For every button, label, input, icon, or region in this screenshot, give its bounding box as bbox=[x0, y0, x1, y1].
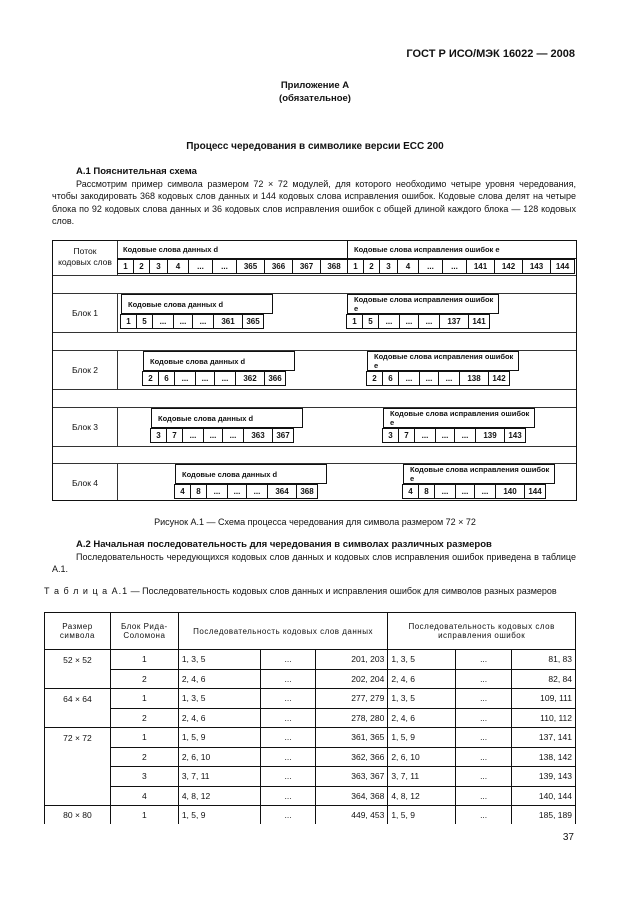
table-cell: 361, 365 bbox=[316, 728, 388, 748]
block-data-cell: ... bbox=[246, 484, 268, 499]
block-data-cell: 363 bbox=[243, 428, 273, 443]
table-cell: ... bbox=[456, 708, 512, 728]
block-ecc-cell: 3 bbox=[382, 428, 399, 443]
block-data-header: Кодовые слова данных d bbox=[175, 464, 327, 484]
table-cell bbox=[45, 747, 111, 767]
table-cell: 2, 4, 6 bbox=[178, 708, 260, 728]
block-data-cell: 8 bbox=[190, 484, 207, 499]
table-cell: 139, 143 bbox=[512, 767, 576, 787]
table-cell: 362, 366 bbox=[316, 747, 388, 767]
table-cell bbox=[45, 669, 111, 689]
table-cell: ... bbox=[456, 786, 512, 806]
table-cell: 2 bbox=[110, 747, 178, 767]
block-ecc-cell: ... bbox=[419, 371, 439, 386]
table-caption bbox=[44, 585, 576, 597]
stream-data-cell: 365 bbox=[236, 259, 265, 274]
table-row bbox=[45, 689, 576, 709]
a1-heading: А.1 Пояснительная схема bbox=[76, 166, 197, 177]
stream-ecc-cell: ... bbox=[418, 259, 443, 274]
table-cell: 3 bbox=[110, 767, 178, 787]
block-ecc-cell: ... bbox=[435, 428, 455, 443]
block-ecc-cell: 1 bbox=[346, 314, 363, 329]
stream-ecc-cell: 2 bbox=[363, 259, 380, 274]
block-data-cell: ... bbox=[173, 314, 193, 329]
table-cell: ... bbox=[456, 669, 512, 689]
table-cell bbox=[45, 708, 111, 728]
block-data-cells bbox=[175, 484, 318, 499]
block-data-cell: ... bbox=[174, 371, 196, 386]
table-cell: 4 bbox=[110, 786, 178, 806]
stream-ecc-cell: 1 bbox=[347, 259, 364, 274]
stream-ecc-cell: 143 bbox=[522, 259, 551, 274]
block-data-cell: 366 bbox=[264, 371, 286, 386]
interleaving-scheme bbox=[52, 240, 577, 501]
table-cell: 1 bbox=[110, 806, 178, 825]
stream-ecc-cell: 141 bbox=[466, 259, 495, 274]
table-cell: 363, 367 bbox=[316, 767, 388, 787]
block-data-cell: 361 bbox=[213, 314, 243, 329]
table-cell: 52 × 52 bbox=[45, 650, 111, 670]
table-cell: 2 bbox=[110, 669, 178, 689]
stream-ecc-cell: 3 bbox=[379, 259, 398, 274]
block-ecc-cells bbox=[347, 314, 490, 329]
block-data-header: Кодовые слова данных d bbox=[143, 351, 295, 371]
table-cell: 81, 83 bbox=[512, 650, 576, 670]
block-ecc-cell: 4 bbox=[402, 484, 419, 499]
table-cell: 64 × 64 bbox=[45, 689, 111, 709]
table-cell: ... bbox=[260, 747, 316, 767]
a2-text: Последовательность чередующихся кодовых слов данных и кодовых слов исправления ошибок приведена в таблице А.1. bbox=[52, 552, 576, 575]
table-cell: ... bbox=[456, 728, 512, 748]
table-cell: 1 bbox=[110, 650, 178, 670]
block-data-cell: 4 bbox=[174, 484, 191, 499]
block-ecc-cells bbox=[403, 484, 546, 499]
table-cell: 2, 6, 10 bbox=[178, 747, 260, 767]
table-cell: 3, 7, 11 bbox=[178, 767, 260, 787]
table-cell: 110, 112 bbox=[512, 708, 576, 728]
section-title: Процесс чередования в символике версии ЕСС 200 bbox=[186, 141, 444, 152]
a1-paragraph bbox=[52, 178, 576, 227]
block-data-header: Кодовые слова данных d bbox=[151, 408, 303, 428]
block-data-cell: 5 bbox=[136, 314, 153, 329]
table-cell: 2 bbox=[110, 708, 178, 728]
block-data-cell: ... bbox=[222, 428, 244, 443]
table-cell: 201, 203 bbox=[316, 650, 388, 670]
stream-data-cell: 1 bbox=[117, 259, 134, 274]
table-cell: ... bbox=[456, 650, 512, 670]
table-cell: 1, 3, 5 bbox=[388, 689, 456, 709]
block-ecc-cell: 141 bbox=[468, 314, 490, 329]
table-cell: ... bbox=[456, 689, 512, 709]
block-data-cell: 362 bbox=[235, 371, 265, 386]
block-ecc-cell: ... bbox=[399, 314, 419, 329]
block-data-cell: ... bbox=[227, 484, 247, 499]
stream-data-cell: ... bbox=[188, 259, 213, 274]
block-ecc-cell: 144 bbox=[524, 484, 546, 499]
table-cell: 1 bbox=[110, 728, 178, 748]
block-data-cell: 367 bbox=[272, 428, 294, 443]
figure-caption: Рисунок А.1 — Схема процесса чередования для символа размером 72 × 72 bbox=[154, 517, 476, 527]
block-ecc-header: Кодовые слова исправления ошибок e bbox=[403, 464, 555, 484]
block-data-cell: ... bbox=[182, 428, 204, 443]
table-cell: 1, 5, 9 bbox=[388, 728, 456, 748]
table-row bbox=[45, 728, 576, 748]
stream-ecc-cell: 4 bbox=[397, 259, 419, 274]
table-caption-text: — Последовательность кодовых слов данных и исправления ошибок для символов разных размеров bbox=[128, 586, 557, 596]
block-ecc-cell: ... bbox=[438, 371, 460, 386]
block-data-cell: ... bbox=[192, 314, 214, 329]
block-data-cell: 6 bbox=[158, 371, 175, 386]
block-ecc-cell: 7 bbox=[398, 428, 415, 443]
table-cell: ... bbox=[260, 669, 316, 689]
block-ecc-cell: 8 bbox=[418, 484, 435, 499]
a2-paragraph bbox=[52, 551, 576, 576]
table-row bbox=[45, 767, 576, 787]
annex-title: Приложение А bbox=[280, 80, 350, 91]
stream-ecc-cell: 142 bbox=[494, 259, 523, 274]
block-ecc-cell: 6 bbox=[382, 371, 399, 386]
block-data-cell: 365 bbox=[242, 314, 264, 329]
page-number: 37 bbox=[562, 832, 574, 843]
col-header-size: Размер символа bbox=[45, 613, 111, 650]
table-cell: 1, 5, 9 bbox=[388, 806, 456, 825]
table-cell: 4, 8, 12 bbox=[178, 786, 260, 806]
block-ecc-cell: ... bbox=[418, 314, 440, 329]
table-cell: 2, 6, 10 bbox=[388, 747, 456, 767]
block-ecc-cell: 137 bbox=[439, 314, 469, 329]
table-cell: 1 bbox=[110, 689, 178, 709]
stream-ecc-cell: 144 bbox=[550, 259, 575, 274]
table-cell: 1, 3, 5 bbox=[178, 689, 260, 709]
document-id: ГОСТ Р ИСО/МЭК 16022 — 2008 bbox=[406, 48, 575, 60]
block-data-cells bbox=[151, 428, 294, 443]
stream-data-cell: ... bbox=[212, 259, 237, 274]
block-data-cells bbox=[121, 314, 264, 329]
block-ecc-cell: 142 bbox=[488, 371, 510, 386]
table-cell: 80 × 80 bbox=[45, 806, 111, 825]
codeword-sequence-table bbox=[44, 612, 576, 825]
stream-ecc-cells bbox=[348, 259, 575, 274]
block-ecc-cell: 143 bbox=[504, 428, 526, 443]
a1-text: Рассмотрим пример символа размером 72 × 72 модулей, для которого необходимо четыре уровня чередования, чтобы закодировать 368 кодовых слов данных и 144 кодовых слова исправления ошибок. Кодовые слова делят на четыре блока по 92 кодовых слова данных и 36 кодовых слов исправления ошибок с общей длиной каждого блока — 128 кодовых слов. bbox=[52, 179, 576, 226]
table-cell: ... bbox=[260, 786, 316, 806]
block-data-cell: 2 bbox=[142, 371, 159, 386]
block-ecc-cell: ... bbox=[474, 484, 496, 499]
table-cell: ... bbox=[456, 747, 512, 767]
table-cell: 138, 142 bbox=[512, 747, 576, 767]
block-ecc-cell: ... bbox=[378, 314, 400, 329]
table-cell: ... bbox=[260, 708, 316, 728]
table-cell: ... bbox=[260, 728, 316, 748]
table-cell: 1, 3, 5 bbox=[388, 650, 456, 670]
stream-data-cell: 2 bbox=[133, 259, 150, 274]
block-ecc-header: Кодовые слова исправления ошибок e bbox=[347, 294, 499, 314]
block-data-header: Кодовые слова данных d bbox=[121, 294, 273, 314]
block-ecc-cells bbox=[367, 371, 510, 386]
block-ecc-header: Кодовые слова исправления ошибок e bbox=[367, 351, 519, 371]
table-row bbox=[45, 708, 576, 728]
col-header-ecc-seq: Последовательность кодовых слов исправления ошибок bbox=[388, 613, 576, 650]
stream-label-line1: Поток bbox=[73, 246, 97, 256]
block-ecc-cell: ... bbox=[434, 484, 456, 499]
table-cell: ... bbox=[260, 650, 316, 670]
block-data-cell: 1 bbox=[120, 314, 137, 329]
table-cell: 185, 189 bbox=[512, 806, 576, 825]
block-data-cell: ... bbox=[206, 484, 228, 499]
table-cell: ... bbox=[456, 767, 512, 787]
block-data-cell: 3 bbox=[150, 428, 167, 443]
block-ecc-cell: 2 bbox=[366, 371, 383, 386]
table-cell: 2, 4, 6 bbox=[388, 669, 456, 689]
stream-label bbox=[53, 246, 117, 268]
block-data-cell: ... bbox=[195, 371, 215, 386]
table-cell: 2, 4, 6 bbox=[388, 708, 456, 728]
block-label: Блок 4 bbox=[71, 478, 99, 488]
stream-data-cell: 368 bbox=[320, 259, 348, 274]
block-data-cell: ... bbox=[214, 371, 236, 386]
table-row bbox=[45, 806, 576, 825]
table-cell: 2, 4, 6 bbox=[178, 669, 260, 689]
stream-label-line2: кодовых слов bbox=[58, 257, 112, 267]
table-cell: 364, 368 bbox=[316, 786, 388, 806]
stream-data-cell: 366 bbox=[264, 259, 293, 274]
table-row bbox=[45, 786, 576, 806]
block-ecc-cells bbox=[383, 428, 526, 443]
block-data-cell: 368 bbox=[296, 484, 318, 499]
table-cell: 202, 204 bbox=[316, 669, 388, 689]
table-cell: ... bbox=[260, 689, 316, 709]
table-cell: ... bbox=[260, 806, 316, 825]
annex-status: (обязательное) bbox=[279, 93, 351, 104]
block-ecc-cell: 5 bbox=[362, 314, 379, 329]
table-row bbox=[45, 747, 576, 767]
block-ecc-cell: 139 bbox=[475, 428, 505, 443]
table-cell: 82, 84 bbox=[512, 669, 576, 689]
block-label: Блок 3 bbox=[71, 422, 99, 432]
block-ecc-cell: 140 bbox=[495, 484, 525, 499]
table-row bbox=[45, 650, 576, 670]
table-cell: ... bbox=[260, 767, 316, 787]
block-data-cell: ... bbox=[203, 428, 223, 443]
block-label: Блок 1 bbox=[71, 308, 99, 318]
table-cell bbox=[45, 767, 111, 787]
table-cell: 3, 7, 11 bbox=[388, 767, 456, 787]
table-cell: 140, 144 bbox=[512, 786, 576, 806]
table-cell: 278, 280 bbox=[316, 708, 388, 728]
block-ecc-cell: ... bbox=[398, 371, 420, 386]
stream-data-cell: 3 bbox=[149, 259, 168, 274]
table-cell: 4, 8, 12 bbox=[388, 786, 456, 806]
table-cell bbox=[45, 786, 111, 806]
block-ecc-cell: ... bbox=[414, 428, 436, 443]
block-data-cell: ... bbox=[152, 314, 174, 329]
table-cell: ... bbox=[456, 806, 512, 825]
col-header-block: Блок Рида-Соломона bbox=[110, 613, 178, 650]
block-ecc-header: Кодовые слова исправления ошибок e bbox=[383, 408, 535, 428]
table-cell: 72 × 72 bbox=[45, 728, 111, 748]
block-ecc-cell: 138 bbox=[459, 371, 489, 386]
stream-data-header: Кодовые слова данных d bbox=[117, 241, 348, 259]
a2-heading: А.2 Начальная последовательность для чередования в символах различных размеров bbox=[76, 539, 492, 550]
stream-data-cell: 4 bbox=[167, 259, 189, 274]
table-row bbox=[45, 669, 576, 689]
stream-ecc-cell: ... bbox=[442, 259, 467, 274]
block-ecc-cell: ... bbox=[454, 428, 476, 443]
table-cell: 449, 453 bbox=[316, 806, 388, 825]
block-data-cell: 364 bbox=[267, 484, 297, 499]
table-cell: 1, 5, 9 bbox=[178, 806, 260, 825]
table-cell: 277, 279 bbox=[316, 689, 388, 709]
table-cell: 1, 3, 5 bbox=[178, 650, 260, 670]
block-label: Блок 2 bbox=[71, 365, 99, 375]
table-caption-prefix: Т а б л и ц а А.1 bbox=[44, 586, 129, 596]
block-data-cell: 7 bbox=[166, 428, 183, 443]
block-ecc-cell: ... bbox=[455, 484, 475, 499]
block-data-cells bbox=[143, 371, 286, 386]
table-cell: 1, 5, 9 bbox=[178, 728, 260, 748]
table-cell: 137, 141 bbox=[512, 728, 576, 748]
stream-data-cells bbox=[118, 259, 348, 274]
stream-ecc-header: Кодовые слова исправления ошибок e bbox=[347, 241, 576, 259]
stream-data-cell: 367 bbox=[292, 259, 321, 274]
table-cell: 109, 111 bbox=[512, 689, 576, 709]
col-header-data-seq: Последовательность кодовых слов данных bbox=[178, 613, 388, 650]
